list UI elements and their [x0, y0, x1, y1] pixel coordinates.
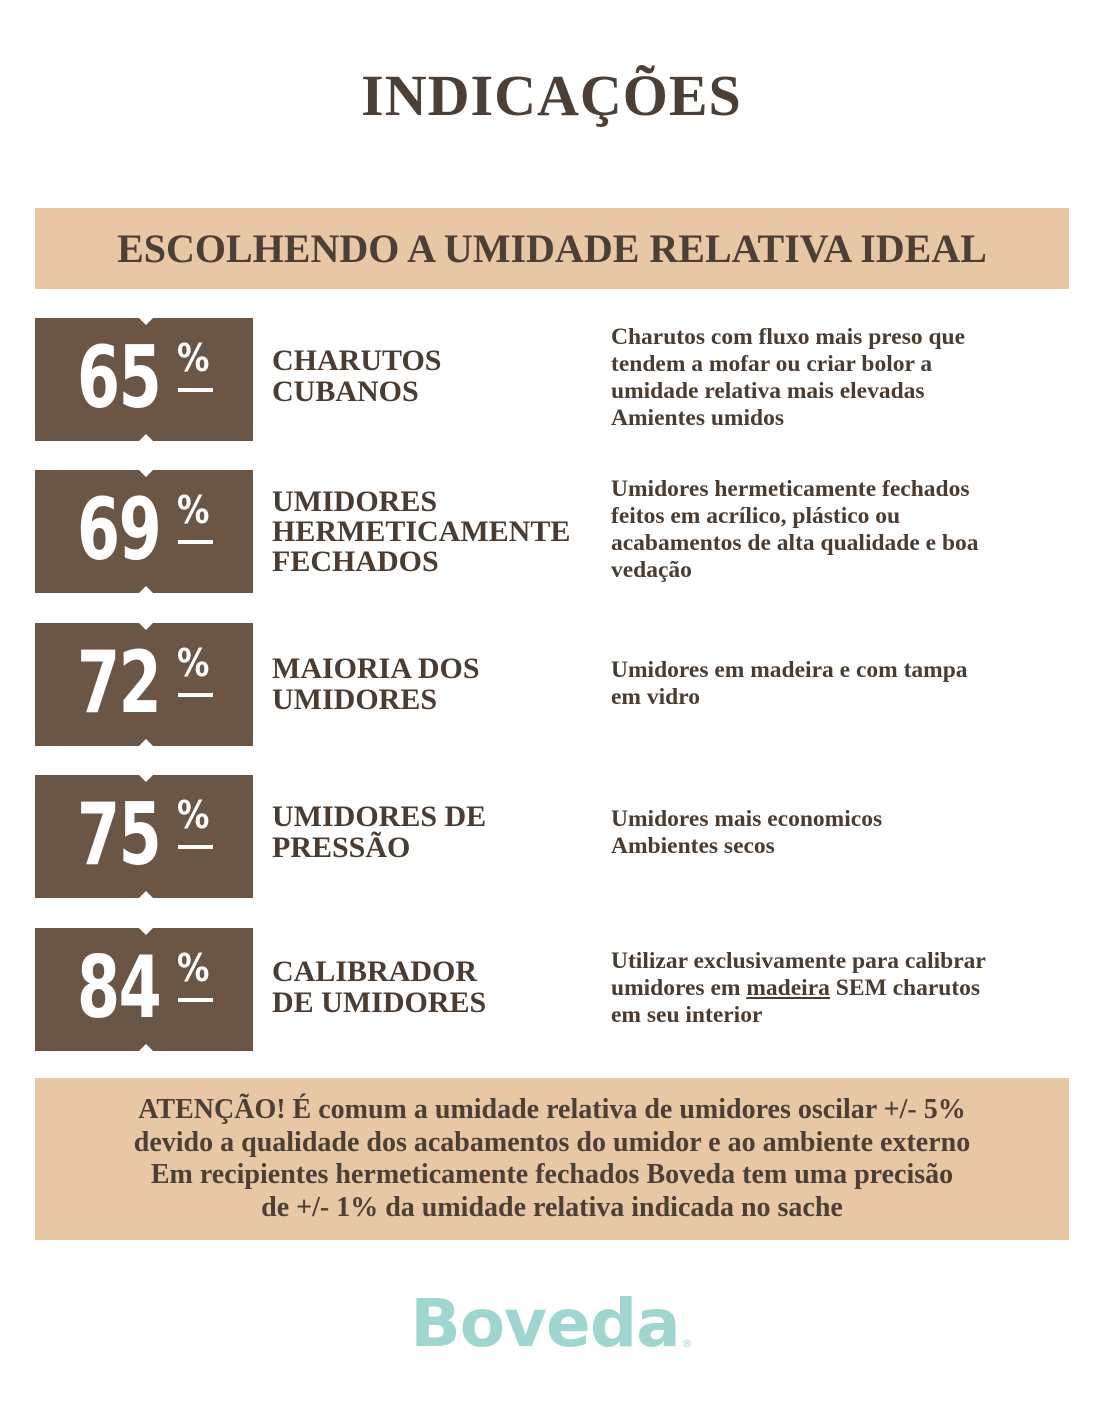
percent-sign: %: [177, 641, 210, 685]
humidity-description: [611, 948, 986, 1029]
desc-line: Charutos com fluxo mais preso que: [611, 324, 966, 350]
label-line: CUBANOS: [272, 375, 419, 408]
notice-line: Em recipientes hermeticamente fechados Boveda tem uma precisão: [150, 1159, 954, 1190]
desc-underlined-text: madeira: [746, 975, 830, 1001]
humidity-label: [272, 345, 441, 407]
desc-line: feitos em acrílico, plástico ou: [611, 503, 901, 529]
notice-line: devido a qualidade dos acabamentos do umidor e ao ambiente externo: [133, 1126, 971, 1158]
humidity-number: 65: [77, 328, 161, 428]
humidity-badge: [35, 623, 253, 746]
desc-line: em vidro: [611, 684, 700, 710]
percent-underline: [178, 388, 213, 392]
humidity-badge: [35, 470, 253, 593]
label-line: MAIORIA DOS: [272, 652, 480, 685]
badge-notch-top: [139, 470, 153, 477]
humidity-description: [611, 476, 979, 584]
desc-line: vedação: [611, 557, 692, 583]
desc-line: Umidores hermeticamente fechados: [611, 476, 970, 502]
badge-notch-bottom: [139, 739, 153, 746]
badge-notch-top: [139, 623, 153, 630]
humidity-description: [611, 806, 882, 860]
label-line: CALIBRADOR: [272, 955, 478, 988]
desc-line: Umidores mais economicos: [611, 806, 883, 832]
humidity-label: [272, 956, 486, 1018]
humidity-label: [272, 653, 480, 715]
badge-notch-bottom: [139, 586, 153, 593]
desc-line: [611, 975, 986, 1002]
label-line: UMIDORES DE: [272, 800, 487, 833]
humidity-description: [611, 324, 965, 432]
page-title: INDICAÇÕES: [361, 63, 742, 128]
logo-text: Boveda: [410, 1285, 680, 1362]
registered-mark: ®: [681, 1337, 693, 1350]
humidity-label: [272, 801, 486, 863]
percent-sign: %: [177, 336, 210, 380]
humidity-badge: [35, 775, 253, 898]
percent-underline: [178, 693, 213, 697]
desc-line: Ambientes secos: [611, 833, 775, 859]
badge-notch-top: [139, 318, 153, 325]
notice-line: ATENÇÃO! É comum a umidade relativa de umidores oscilar +/- 5%: [138, 1094, 966, 1125]
label-line: DE UMIDORES: [272, 986, 487, 1019]
label-line: UMIDORES: [272, 683, 438, 716]
desc-line: em seu interior: [611, 1002, 763, 1028]
percent-underline: [178, 540, 213, 544]
desc-line: Umidores em madeira e com tampa: [611, 657, 968, 683]
humidity-badge: [35, 318, 253, 441]
desc-line: acabamentos de alta qualidade e boa: [611, 530, 979, 556]
badge-notch-top: [139, 928, 153, 935]
humidity-row-69: [35, 470, 1069, 593]
badge-notch-bottom: [139, 891, 153, 898]
percent-sign: %: [177, 946, 210, 990]
humidity-number: 75: [77, 785, 161, 885]
label-line: UMIDORES: [272, 485, 438, 518]
label-line: FECHADOS: [272, 545, 439, 578]
percent-sign: %: [177, 488, 210, 532]
humidity-row-75: [35, 775, 1069, 898]
humidity-description: [611, 657, 968, 711]
humidity-row-84: [35, 928, 1069, 1051]
banner-text: ESCOLHENDO A UMIDADE RELATIVA IDEAL: [117, 226, 987, 271]
attention-notice: [35, 1078, 1069, 1240]
notice-line: de +/- 1% da umidade relativa indicada no sache: [261, 1191, 843, 1223]
humidity-row-72: [35, 623, 1069, 746]
section-banner: [35, 208, 1069, 289]
label-line: CHARUTOS: [272, 344, 442, 377]
desc-line: umidade relativa mais elevadas: [611, 378, 925, 404]
label-line: PRESSÃO: [272, 831, 411, 864]
brand-logo: [0, 1284, 1103, 1364]
percent-underline: [178, 998, 213, 1002]
badge-notch-bottom: [139, 1044, 153, 1051]
badge-notch-top: [139, 775, 153, 782]
desc-text: SEM charutos: [829, 975, 981, 1001]
desc-line: Amientes umidos: [611, 405, 784, 431]
humidity-badge: [35, 928, 253, 1051]
desc-line: Utilizar exclusivamente para calibrar: [611, 948, 986, 974]
humidity-number: 69: [77, 480, 161, 580]
percent-sign: %: [177, 793, 210, 837]
humidity-number: 84: [77, 938, 161, 1038]
badge-notch-bottom: [139, 434, 153, 441]
percent-underline: [178, 845, 213, 849]
label-line: HERMETICAMENTE: [272, 515, 571, 548]
desc-text: umidores em: [611, 975, 747, 1001]
desc-line: tendem a mofar ou criar bolor a: [611, 351, 933, 377]
humidity-label: [272, 487, 570, 577]
humidity-number: 72: [77, 633, 161, 733]
humidity-row-65: [35, 318, 1069, 441]
